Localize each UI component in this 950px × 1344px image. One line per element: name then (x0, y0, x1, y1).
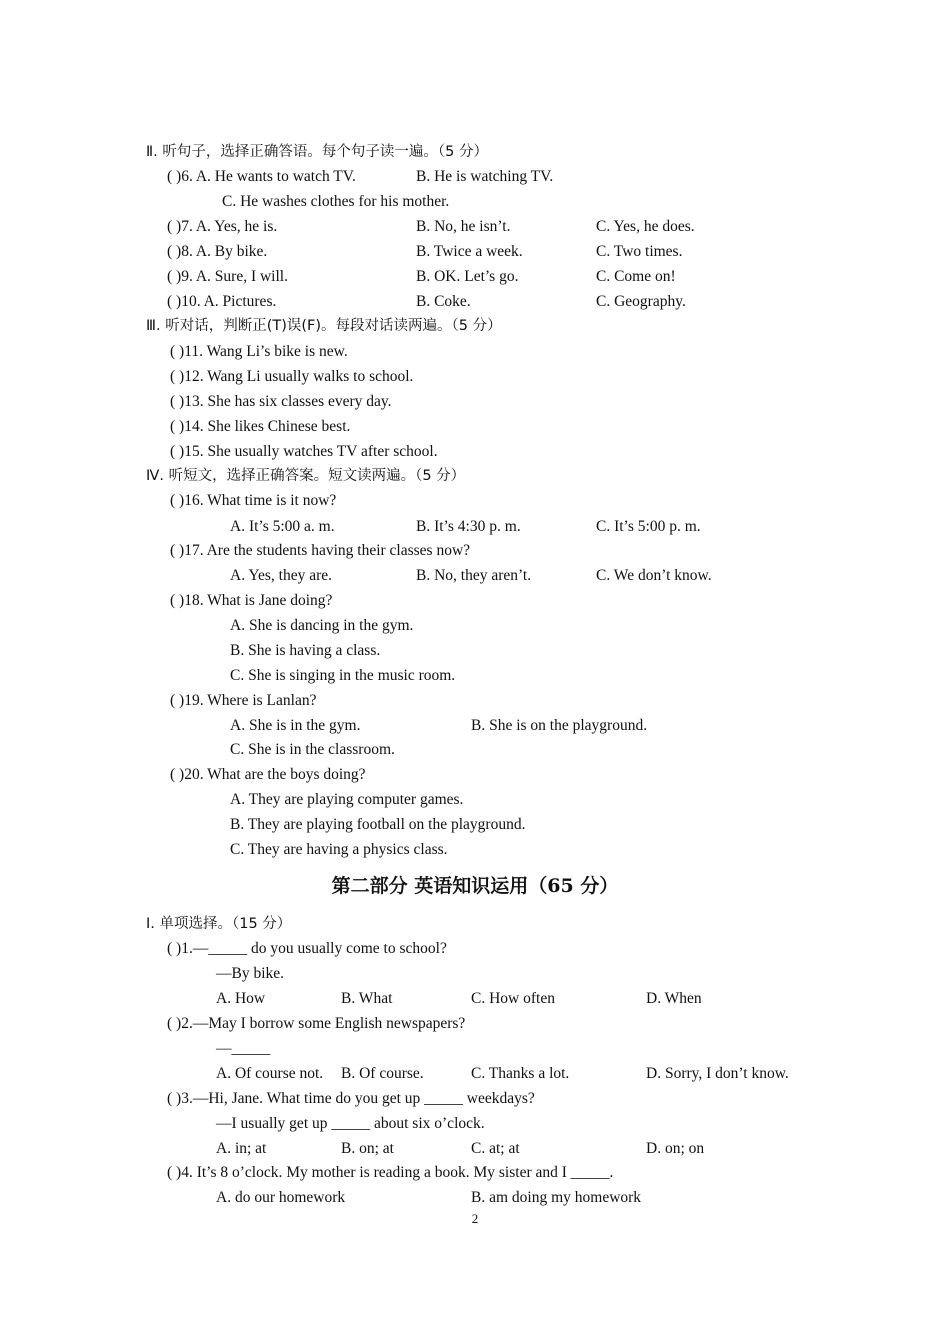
q11-statement: ( )11. Wang Li’s bike is new. (170, 343, 348, 360)
q17-option-a: A. Yes, they are. (230, 567, 333, 584)
q9-option-b: B. OK. Let’s go. (416, 268, 519, 285)
q16-option-a: A. It’s 5:00 a. m. (230, 518, 335, 535)
q7-option-c: C. Yes, he does. (596, 218, 695, 235)
q8-option-b: B. Twice a week. (416, 243, 523, 260)
p2-q1-stem: ( )1.—_____ do you usually come to school? (167, 940, 447, 957)
q20-option-c: C. They are having a physics class. (230, 841, 448, 858)
q20-option-a: A. They are playing computer games. (230, 791, 464, 808)
q6-option-c: C. He washes clothes for his mother. (222, 193, 450, 210)
p2-q4-stem: ( )4. It’s 8 o’clock. My mother is reading a book. My sister and I _____. (167, 1164, 614, 1181)
p2-q4-option-a: A. do our homework (216, 1189, 346, 1206)
q15-statement: ( )15. She usually watches TV after school. (170, 443, 438, 460)
part-2-section-1-heading: Ⅰ. 单项选择。（15 分） (146, 916, 292, 932)
q18-option-a: A. She is dancing in the gym. (230, 617, 414, 634)
q7-option-a: ( )7. A. Yes, he is. (167, 218, 278, 235)
q10-option-c: C. Geography. (596, 293, 686, 310)
q16-option-c: C. It’s 5:00 p. m. (596, 518, 701, 535)
p2-q2-option-b: B. Of course. (341, 1065, 424, 1082)
q10-option-b: B. Coke. (416, 293, 471, 310)
q19-option-c: C. She is in the classroom. (230, 741, 395, 758)
q8-option-a: ( )8. A. By bike. (167, 243, 268, 260)
q12-statement: ( )12. Wang Li usually walks to school. (170, 368, 414, 385)
section-4-heading: Ⅳ. 听短文，选择正确答案。短文读两遍。（5 分） (146, 468, 466, 484)
p2-q3-option-b: B. on; at (341, 1140, 394, 1157)
q10-option-a: ( )10. A. Pictures. (167, 293, 277, 310)
q17-stem: ( )17. Are the students having their classes now? (170, 542, 471, 559)
p2-q2-option-d: D. Sorry, I don’t know. (646, 1065, 789, 1082)
q16-option-b: B. It’s 4:30 p. m. (416, 518, 521, 535)
q18-option-b: B. She is having a class. (230, 642, 381, 659)
q9-option-c: C. Come on! (596, 268, 676, 285)
p2-q1-option-a: A. How (216, 990, 266, 1007)
q13-statement: ( )13. She has six classes every day. (170, 393, 392, 410)
section-3-heading: Ⅲ. 听对话，判断正(T)误(F)。每段对话读两遍。（5 分） (146, 318, 502, 334)
p2-q2-reply: —_____ (216, 1040, 271, 1057)
p2-q1-option-c: C. How often (471, 990, 555, 1007)
p2-q2-option-a: A. Of course not. (216, 1065, 324, 1082)
q19-option-b: B. She is on the playground. (471, 717, 648, 734)
p2-q3-stem: ( )3.—Hi, Jane. What time do you get up _____ weekdays? (167, 1090, 535, 1107)
p2-q1-option-b: B. What (341, 990, 393, 1007)
q20-option-b: B. They are playing football on the playground. (230, 816, 526, 833)
p2-q1-reply: —By bike. (216, 965, 285, 982)
q7-option-b: B. No, he isn’t. (416, 218, 511, 235)
p2-q1-option-d: D. When (646, 990, 702, 1007)
part-2-title: 第二部分 英语知识运用（65 分） (331, 875, 619, 897)
q16-stem: ( )16. What time is it now? (170, 492, 337, 509)
q9-option-a: ( )9. A. Sure, I will. (167, 268, 288, 285)
q17-option-b: B. No, they aren’t. (416, 567, 532, 584)
q18-stem: ( )18. What is Jane doing? (170, 592, 333, 609)
section-2-heading: Ⅱ. 听句子，选择正确答语。每个句子读一遍。（5 分） (146, 144, 488, 160)
p2-q3-option-c: C. at; at (471, 1140, 520, 1157)
q6-option-b: B. He is watching TV. (416, 168, 554, 185)
p2-q3-reply: —I usually get up _____ about six o’clock. (216, 1115, 485, 1132)
q8-option-c: C. Two times. (596, 243, 683, 260)
page-number: 2 (471, 1211, 479, 1226)
q18-option-c: C. She is singing in the music room. (230, 667, 456, 684)
p2-q4-option-b: B. am doing my homework (471, 1189, 642, 1206)
q6-option-a: ( )6. A. He wants to watch TV. (167, 168, 356, 185)
q19-stem: ( )19. Where is Lanlan? (170, 692, 317, 709)
p2-q3-option-a: A. in; at (216, 1140, 267, 1157)
p2-q2-stem: ( )2.—May I borrow some English newspapers? (167, 1015, 466, 1032)
q14-statement: ( )14. She likes Chinese best. (170, 418, 351, 435)
q20-stem: ( )20. What are the boys doing? (170, 766, 366, 783)
q19-option-a: A. She is in the gym. (230, 717, 361, 734)
p2-q2-option-c: C. Thanks a lot. (471, 1065, 570, 1082)
p2-q3-option-d: D. on; on (646, 1140, 705, 1157)
q17-option-c: C. We don’t know. (596, 567, 712, 584)
